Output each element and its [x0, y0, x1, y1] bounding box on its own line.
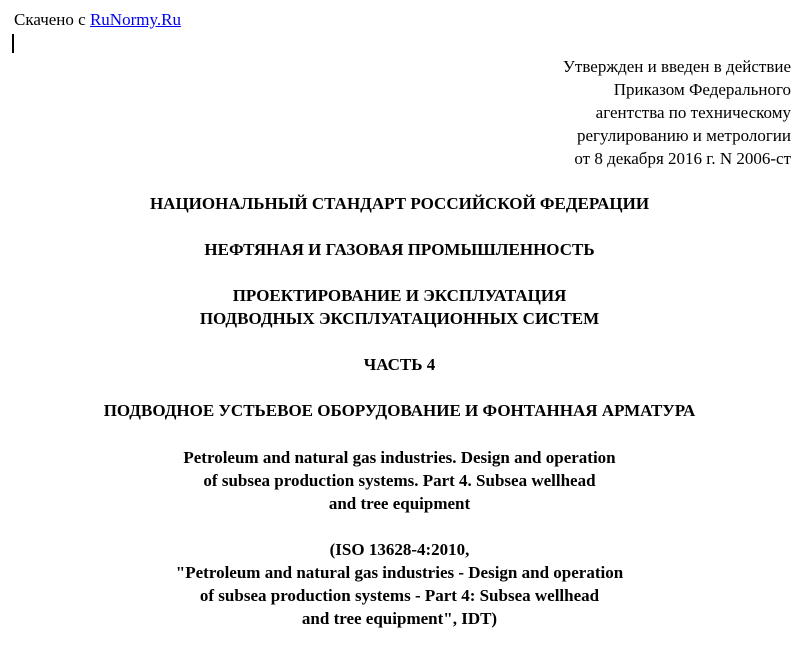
english-title-line: Petroleum and natural gas industries. Design and operation: [183, 448, 616, 467]
industry-title: НЕФТЯНАЯ И ГАЗОВАЯ ПРОМЫШЛЕННОСТЬ: [204, 240, 595, 259]
approval-line: Утвержден и введен в действие: [562, 57, 791, 76]
english-title-line: of subsea production systems. Part 4. Subsea wellhead: [203, 471, 596, 490]
approval-line: регулированию и метрологии: [576, 126, 791, 145]
iso-reference: [0, 538, 799, 630]
part-title: ЧАСТЬ 4: [363, 355, 436, 374]
design-title-line: ПРОЕКТИРОВАНИЕ И ЭКСПЛУАТАЦИЯ: [232, 286, 567, 305]
iso-reference-line: "Petroleum and natural gas industries - Design and operation: [175, 563, 624, 582]
english-title: [0, 446, 799, 515]
iso-reference-line: (ISO 13628-4:2010,: [329, 540, 470, 559]
design-title: [0, 284, 799, 330]
iso-reference-line: and tree equipment", IDT): [301, 609, 498, 628]
approval-line: от 8 декабря 2016 г. N 2006-ст: [574, 149, 791, 168]
approval-line: Приказом Федерального: [613, 80, 791, 99]
source-link[interactable]: RuNormy.Ru: [89, 10, 181, 29]
approval-block: [563, 55, 791, 170]
national-standard-title: НАЦИОНАЛЬНЫЙ СТАНДАРТ РОССИЙСКОЙ ФЕДЕРАЦИИ: [149, 194, 650, 213]
approval-line: агентства по техническому: [595, 103, 791, 122]
source-prefix: Скачено с: [14, 10, 90, 29]
english-title-line: and tree equipment: [328, 494, 471, 513]
design-title-line: ПОДВОДНЫХ ЭКСПЛУАТАЦИОННЫХ СИСТЕМ: [199, 309, 600, 328]
source-line: [14, 9, 181, 31]
iso-reference-line: of subsea production systems - Part 4: Subsea wellhead: [199, 586, 600, 605]
subsea-equipment-title: ПОДВОДНОЕ УСТЬЕВОЕ ОБОРУДОВАНИЕ И ФОНТАННАЯ АРМАТУРА: [103, 401, 696, 420]
text-caret: [12, 34, 14, 53]
